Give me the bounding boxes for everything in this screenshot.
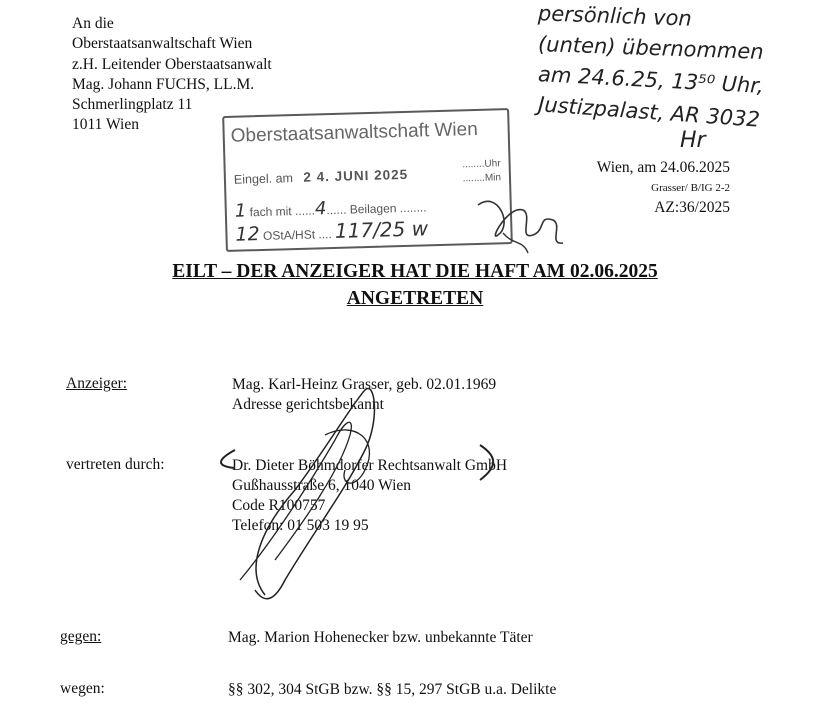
representative-line: Dr. Dieter Böhmdorfer Rechtsanwalt GmbH <box>232 457 508 474</box>
recipient-line: Oberstaatsanwaltschaft Wien <box>72 35 253 53</box>
stamp-min-label: Min <box>484 172 502 184</box>
stamp-beilagen-count: 4 <box>314 198 327 220</box>
representative-line: Code R100757 <box>232 497 326 514</box>
stamp-ref-prefix: 12 <box>235 223 260 246</box>
recipient-line: An die <box>72 15 114 32</box>
gegen-label: gegen: <box>60 628 102 645</box>
gegen-value: Mag. Marion Hohenecker bzw. unbekannte Täter <box>228 629 533 646</box>
handwritten-line: am 24.6.25, 13⁵⁰ Uhr, <box>537 62 765 98</box>
stamp-ref-number: 117/25 w <box>334 216 429 243</box>
stamp-fach-row: 1 fach mit ......4...... Beilagen ........ <box>234 198 427 222</box>
stamp-ref-label: OStA/HSt <box>262 227 316 243</box>
file-reference: Grasser/ B/IG 2-2 <box>651 182 730 194</box>
wegen-label: wegen: <box>60 680 105 697</box>
recipient-line: Mag. Johann FUCHS, LL.M. <box>72 75 255 93</box>
title-line-2: ANGETRETEN <box>346 288 484 309</box>
representative-line: Telefon: 01 503 19 95 <box>232 517 369 534</box>
wegen-value: §§ 302, 304 StGB bzw. §§ 15, 297 StGB u.a. Delikte <box>228 681 557 698</box>
place-date: Wien, am 24.06.2025 <box>596 159 730 176</box>
signature-scribble <box>205 380 535 620</box>
document-title <box>0 258 830 312</box>
stamp-time-row: ........Uhr <box>462 158 501 171</box>
stamp-time-label: Uhr <box>484 158 501 170</box>
date-reference-block <box>597 158 730 218</box>
recipient-line: z.H. Leitender Oberstaatsanwalt <box>72 55 272 73</box>
handwritten-line: (unten) übernommen <box>537 32 764 64</box>
handwritten-note <box>537 1 828 174</box>
stamp-fach-label: fach mit <box>249 204 292 220</box>
az-number: AZ:36/2025 <box>654 199 730 216</box>
handwritten-line: persönlich von <box>537 1 693 31</box>
stamp-title: Oberstaatsanwaltschaft Wien <box>230 118 479 147</box>
stamp-received-label: Eingel. am <box>233 171 294 187</box>
vertreten-label: vertreten durch: <box>66 456 165 473</box>
anzeiger-address: Adresse gerichtsbekannt <box>232 396 384 413</box>
stamp-received-date: 2 4. JUNI 2025 <box>303 166 409 185</box>
stamp-beilagen-label: Beilagen <box>349 201 397 217</box>
stamp-fold-count: 1 <box>234 200 247 222</box>
anzeiger-label: Anzeiger: <box>66 375 128 392</box>
recipient-line: Schmerlingplatz 11 <box>72 96 193 114</box>
stamp-received-row <box>234 167 409 187</box>
anzeiger-name: Mag. Karl-Heinz Grasser, geb. 02.01.1969 <box>232 376 497 393</box>
handwritten-line: Justizpalast, AR 3032 <box>537 92 761 132</box>
initials-scribble <box>468 185 578 260</box>
title-line-1: EILT – DER ANZEIGER HAT DIE HAFT AM 02.06.2025 <box>172 261 658 282</box>
recipient-line: 1011 Wien <box>72 116 139 134</box>
stamp-min-row: ........Min <box>462 172 502 185</box>
stamp-ref-row: 12 OStA/HSt .... 117/25 w <box>235 216 429 246</box>
representative-line: Gußhausstraße 6, 1040 Wien <box>232 477 412 494</box>
handwritten-initials: Hr <box>680 128 706 153</box>
